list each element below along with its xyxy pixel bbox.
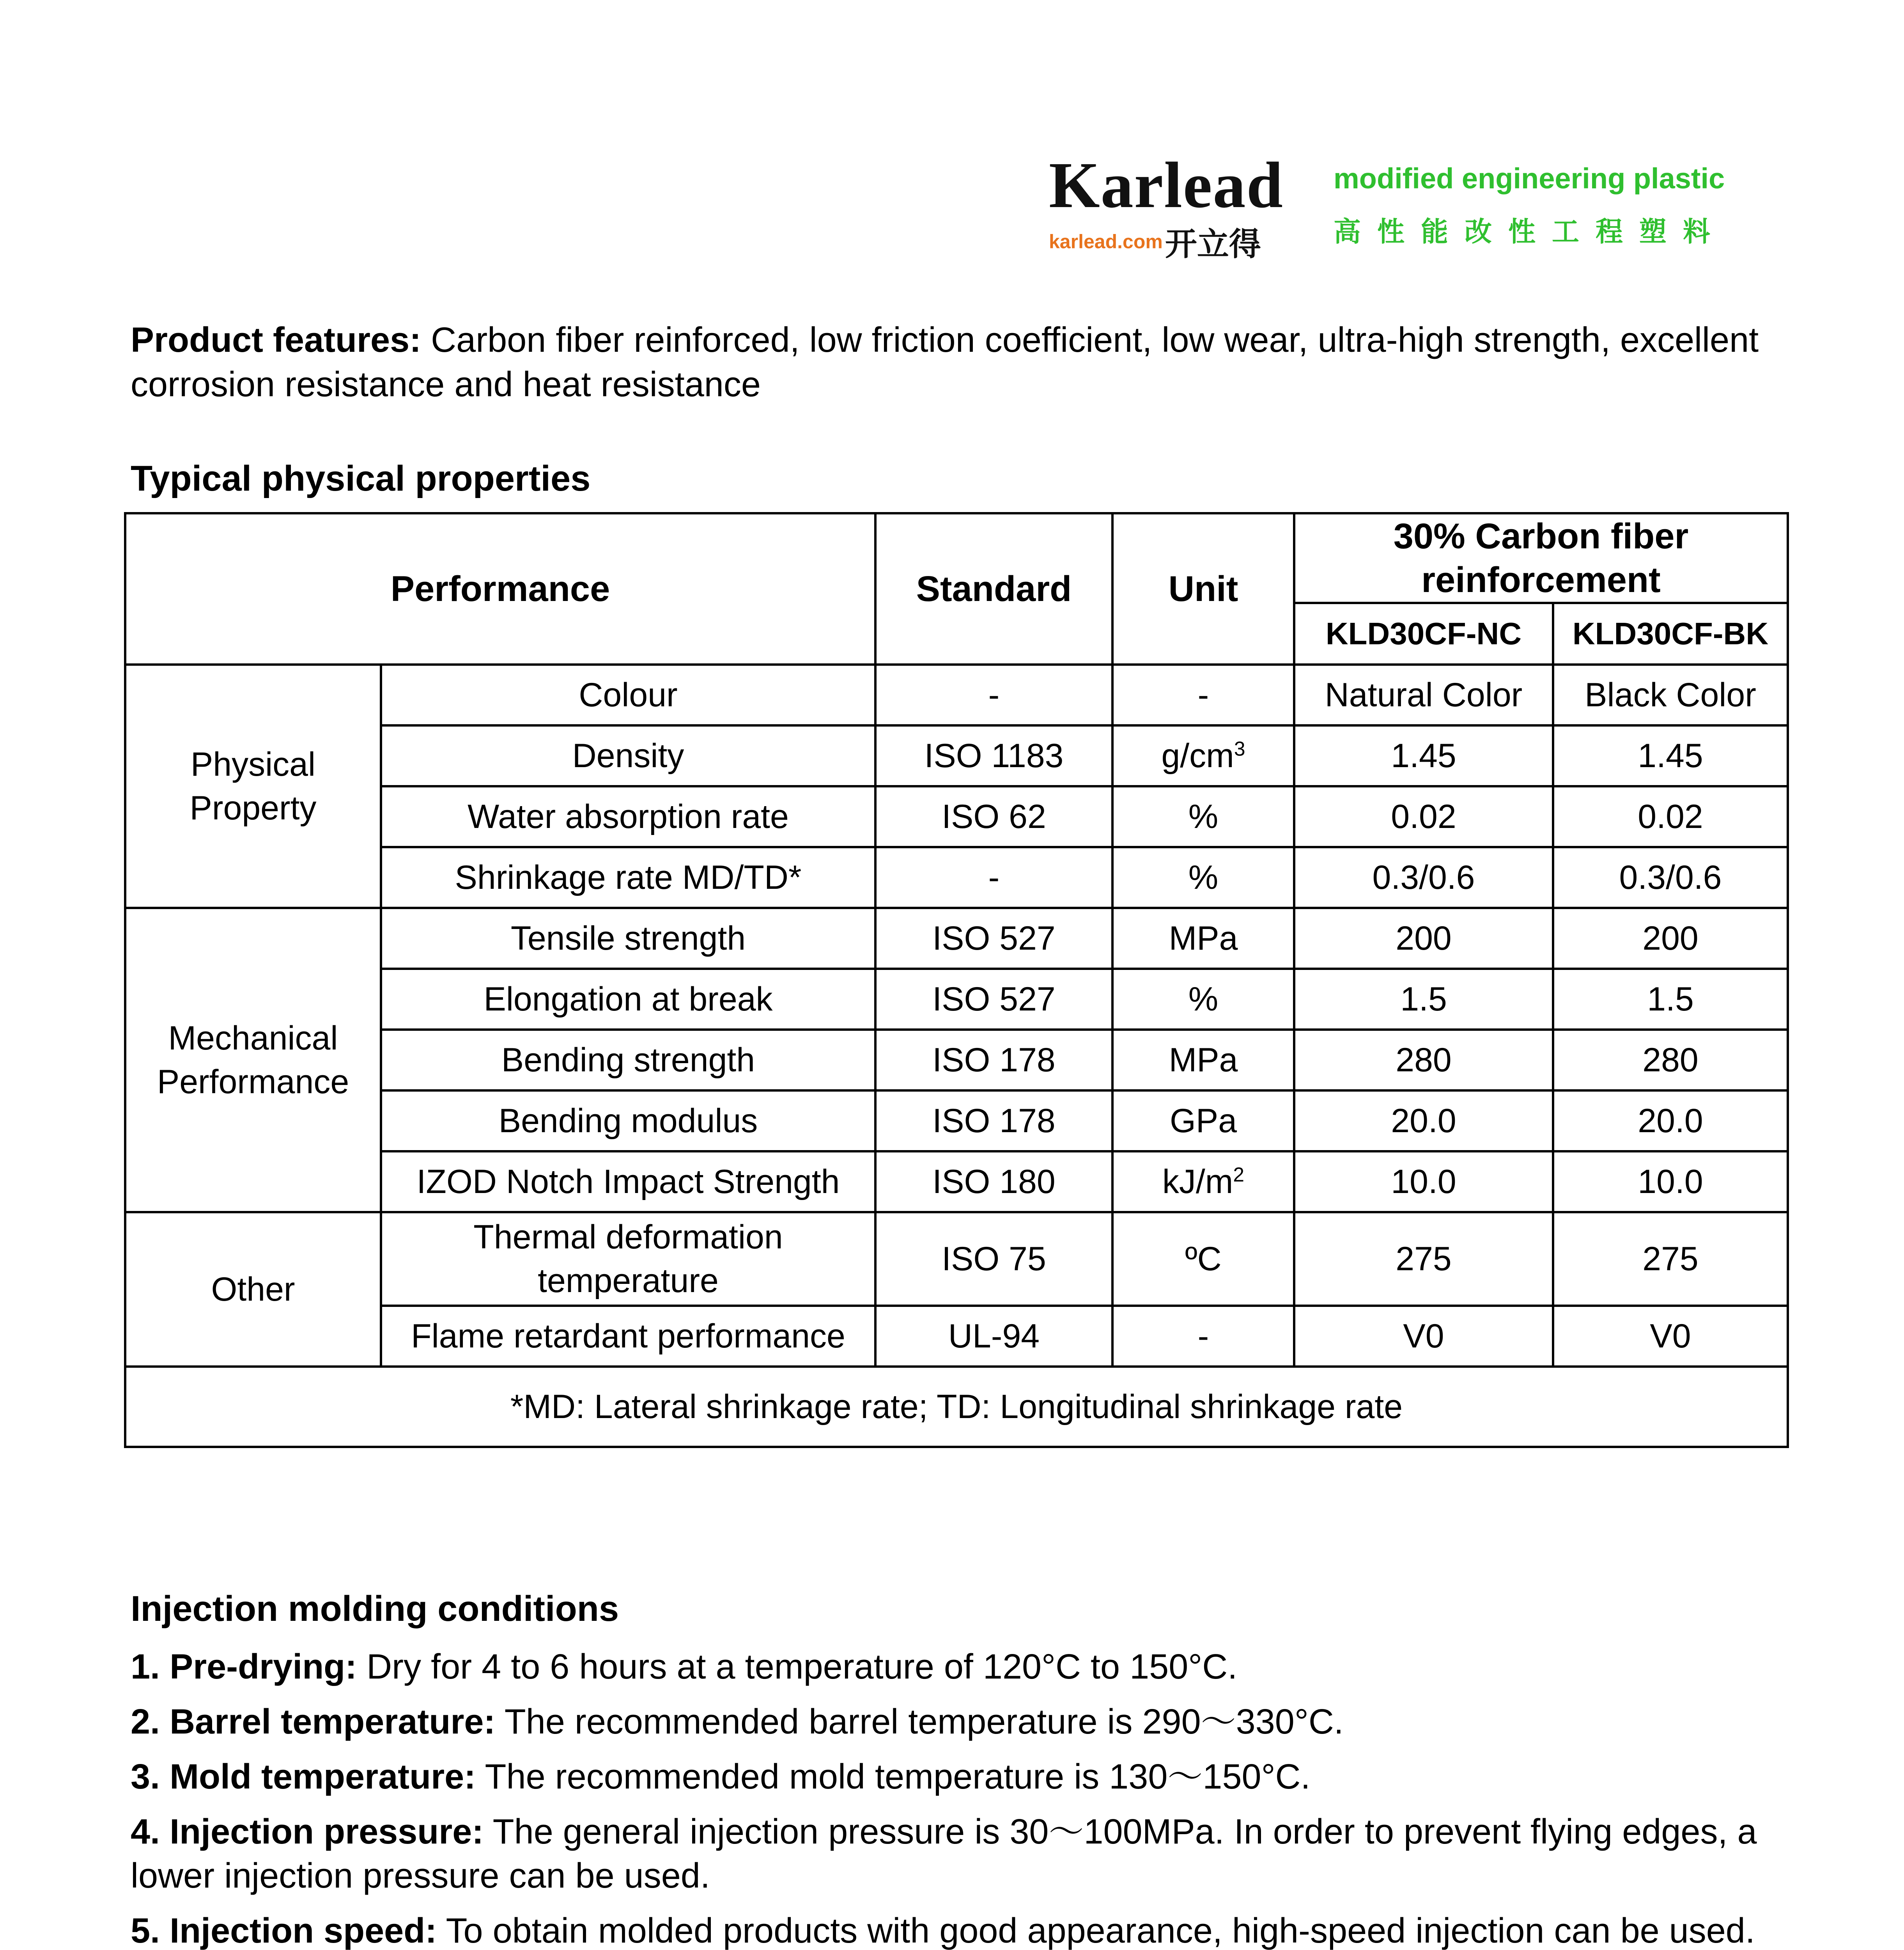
cell-value-nc: 1.45 [1294,725,1553,786]
cell-value-nc: 20.0 [1294,1090,1553,1151]
cell-property: Shrinkage rate MD/TD* [381,847,875,908]
cell-property: Water absorption rate [381,786,875,847]
cell-value-nc: 0.02 [1294,786,1553,847]
step-text: The general injection pressure is 30～100MPa. In order to prevent flying edges, a lower injection pressure can be used. [131,1812,1757,1895]
cell-unit: MPa [1112,908,1294,969]
table-header-row [125,513,1788,603]
cell-standard: ISO 527 [875,969,1112,1030]
group-mechanical-performance: Mechanical Performance [125,908,381,1212]
cell-standard: ISO 178 [875,1090,1112,1151]
cell-value-bk: Black Color [1553,665,1788,725]
step-text: The recommended mold temperature is 130～150°C. [476,1757,1311,1796]
cell-standard: ISO 75 [875,1212,1112,1306]
cell-unit: % [1112,847,1294,908]
cell-property: Colour [381,665,875,725]
header-grade-nc: KLD30CF-NC [1294,603,1553,665]
cell-standard: UL-94 [875,1306,1112,1367]
header-grade-bk: KLD30CF-BK [1553,603,1788,665]
cell-unit: - [1112,1306,1294,1367]
cell-standard: ISO 527 [875,908,1112,969]
company-logo [1049,149,1291,264]
product-features [131,318,1788,407]
list-item [131,1645,1788,1689]
cell-standard: ISO 62 [875,786,1112,847]
brand-chinese-name: 开立得 [1165,225,1261,263]
cell-value-nc: 280 [1294,1030,1553,1090]
cell-property: Bending modulus [381,1090,875,1151]
list-item [131,1810,1788,1898]
cell-standard: - [875,847,1112,908]
cell-property: Density [381,725,875,786]
cell-unit: ºC [1112,1212,1294,1306]
table-row [125,1212,1788,1306]
step-label: 1. Pre-drying: [131,1647,357,1686]
step-text: Dry for 4 to 6 hours at a temperature of 120°C to 150°C. [357,1647,1238,1686]
cell-value-bk: 1.5 [1553,969,1788,1030]
cell-value-nc: 1.5 [1294,969,1553,1030]
cell-value-bk: 1.45 [1553,725,1788,786]
table-footnote-row [125,1367,1788,1447]
cell-value-nc: V0 [1294,1306,1553,1367]
product-features-text: Carbon fiber reinforced, low friction coefficient, low wear, ultra-high strength, excellent corrosion resistance and heat resistance [131,321,1759,404]
cell-standard: ISO 180 [875,1151,1112,1212]
cell-value-bk: 200 [1553,908,1788,969]
header-standard: Standard [875,513,1112,665]
unit-text: kJ/m [1162,1163,1233,1200]
cell-unit: % [1112,969,1294,1030]
cell-standard: ISO 1183 [875,725,1112,786]
tagline [1334,162,1727,249]
cell-value-bk: 280 [1553,1030,1788,1090]
group-physical-property: Physical Property [125,665,381,908]
cell-unit [1112,725,1294,786]
cell-value-bk: 20.0 [1553,1090,1788,1151]
brand-url: karlead.com [1049,230,1163,253]
cell-property: Elongation at break [381,969,875,1030]
header-performance: Performance [125,513,875,665]
cell-property: Flame retardant performance [381,1306,875,1367]
cell-property: IZOD Notch Impact Strength [381,1151,875,1212]
cell-value-bk: 10.0 [1553,1151,1788,1212]
cell-value-bk: V0 [1553,1306,1788,1367]
step-label: 2. Barrel temperature: [131,1702,496,1741]
header-unit: Unit [1112,513,1294,665]
cell-property: Tensile strength [381,908,875,969]
cell-value-nc: Natural Color [1294,665,1553,725]
step-text: To obtain molded products with good appearance, high-speed injection can be used. [446,1911,1755,1950]
step-label: 5. Injection speed: [131,1911,437,1950]
cell-value-bk: 0.02 [1553,786,1788,847]
product-features-label: Product features: [131,321,422,360]
cell-standard: - [875,665,1112,725]
cell-unit: MPa [1112,1030,1294,1090]
unit-text: g/cm [1161,737,1234,775]
injection-steps-list [131,1645,1788,1950]
cell-unit: % [1112,786,1294,847]
typical-properties-title: Typical physical properties [131,459,591,498]
cell-property: Thermal deformation temperature [381,1212,875,1306]
tagline-chinese: 高性能改性工程塑料 [1334,216,1727,248]
injection-conditions-title: Injection molding conditions [131,1589,619,1629]
step-text: The recommended barrel temperature is 290～330°C. [495,1702,1344,1741]
step-label: 3. Mold temperature: [131,1757,476,1796]
cell-value-nc: 200 [1294,908,1553,969]
list-item [131,1755,1788,1799]
cell-value-bk: 0.3/0.6 [1553,847,1788,908]
cell-property: Bending strength [381,1030,875,1090]
list-item [131,1909,1788,1950]
cell-value-nc: 275 [1294,1212,1553,1306]
cell-unit: - [1112,665,1294,725]
table-row [125,665,1788,725]
list-item [131,1700,1788,1744]
cell-unit: GPa [1112,1090,1294,1151]
cell-value-nc: 0.3/0.6 [1294,847,1553,908]
brand-name: Karlead [1049,149,1284,222]
header-material-group: 30% Carbon fiber reinforcement [1294,513,1788,603]
unit-superscript: 3 [1234,737,1245,760]
tagline-english: modified engineering plastic [1334,162,1725,195]
properties-table [124,512,1789,1448]
table-footnote: *MD: Lateral shrinkage rate; TD: Longitudinal shrinkage rate [125,1367,1788,1447]
brand-subline [1049,219,1291,264]
step-label: 4. Injection pressure: [131,1812,484,1851]
cell-unit [1112,1151,1294,1212]
cell-value-bk: 275 [1553,1212,1788,1306]
group-other: Other [125,1212,381,1367]
unit-superscript: 2 [1233,1163,1245,1186]
cell-value-nc: 10.0 [1294,1151,1553,1212]
cell-standard: ISO 178 [875,1030,1112,1090]
table-row [125,908,1788,969]
